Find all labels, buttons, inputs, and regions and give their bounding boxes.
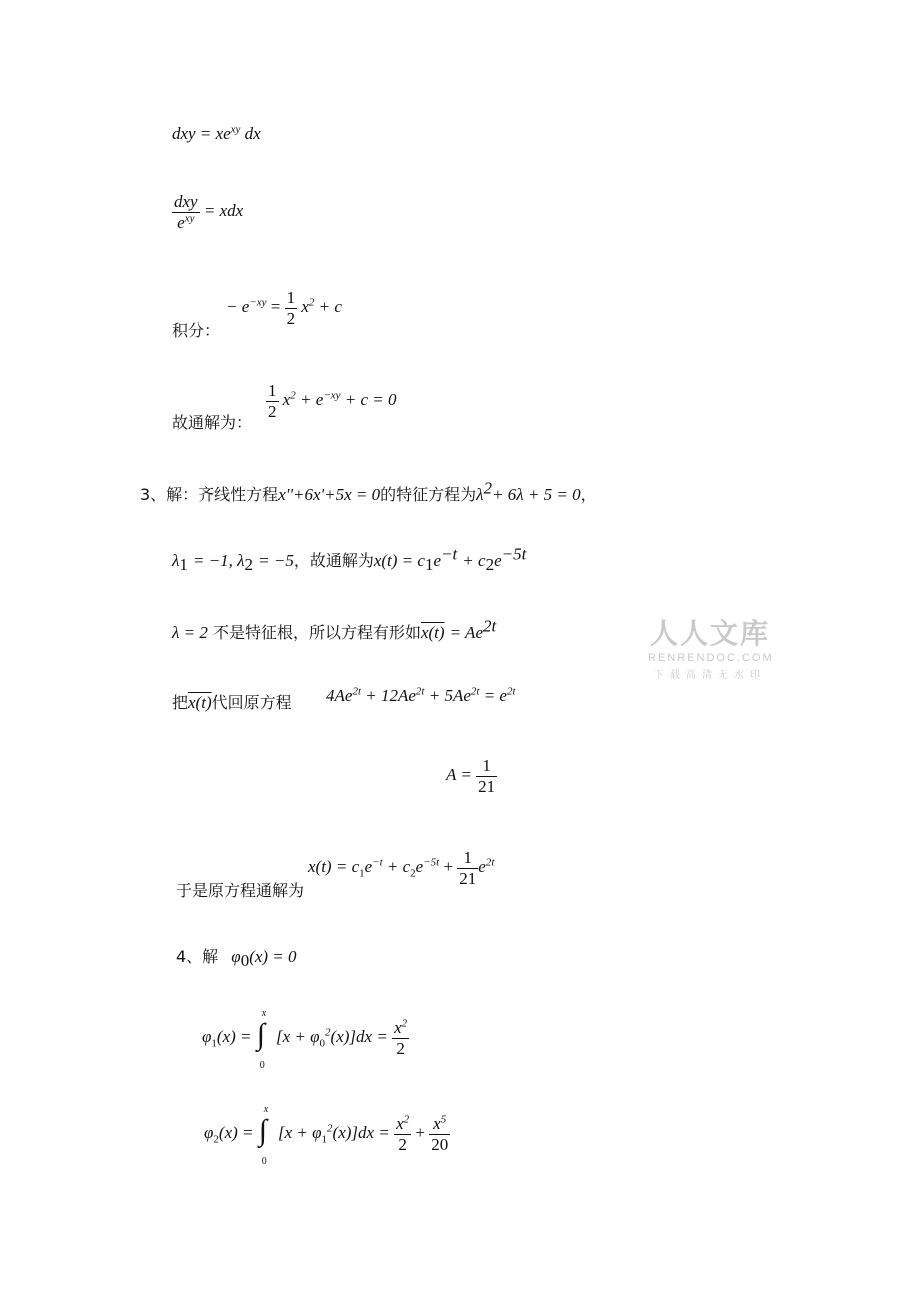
eq1-sup: xy xyxy=(230,123,241,136)
sub-term-c-sup: 2t xyxy=(470,685,480,698)
general-e: + e xyxy=(300,389,324,409)
phi-2-body-sub: 1 xyxy=(321,1133,328,1146)
phi-0-tail: (x) = 0 xyxy=(249,947,297,966)
integrate-lhs: − e xyxy=(226,296,250,316)
eq1-main: dxy = xe xyxy=(172,124,231,143)
final-solution-equation xyxy=(308,848,494,888)
integrate-tail: + c xyxy=(318,296,342,316)
roots-line xyxy=(172,544,527,575)
substitute-xt: x(t) xyxy=(188,693,212,712)
particular-rhs: = Ae xyxy=(449,623,483,642)
a-lhs: A = xyxy=(446,764,472,784)
final-e1-sup: −t xyxy=(372,856,383,869)
general-e-sup: −xy xyxy=(323,389,341,402)
phi-2-frac-1-den: 2 xyxy=(394,1134,411,1155)
final-c2-sub: 2 xyxy=(410,867,416,880)
substitute-prefix: 把 xyxy=(172,693,189,712)
lambda-2: λ = 2 xyxy=(172,623,208,642)
eq2-fraction xyxy=(172,192,200,232)
general-x: x xyxy=(282,389,291,409)
phi-2-frac-2-num-sup: 5 xyxy=(440,1113,447,1126)
phi-1-sub: 1 xyxy=(211,1037,217,1050)
integrate-frac-num: 1 xyxy=(286,288,296,307)
integral-2-lower: 0 xyxy=(261,1156,267,1167)
equation-separated xyxy=(172,192,243,232)
phi-2-arg: (x) = xyxy=(218,1122,254,1142)
phi-2-fraction-1 xyxy=(394,1114,411,1154)
root-sub-2: 2 xyxy=(244,555,254,575)
final-e1: e xyxy=(364,856,373,876)
general-tail: + c = 0 xyxy=(344,389,397,409)
roots-mid: = −1, λ xyxy=(192,551,245,570)
phi-2-fraction-2 xyxy=(429,1114,450,1154)
eq2-numerator: dxy xyxy=(174,192,198,211)
substitute-line xyxy=(172,690,292,713)
general-solution-equation xyxy=(266,381,397,421)
sub-term-a: 4Ae xyxy=(326,686,353,705)
lambda-2-line xyxy=(172,616,497,643)
phi-2-frac-1-num-sup: 2 xyxy=(403,1113,410,1126)
integral-1-upper: x xyxy=(261,1008,267,1019)
sub-term-b: + 12Ae xyxy=(365,686,416,705)
problem-3-char-tail: + 6λ + 5 = 0 xyxy=(492,485,581,504)
a-fraction xyxy=(476,756,497,796)
integrate-frac-den: 2 xyxy=(286,308,296,328)
final-e2: e xyxy=(415,856,424,876)
phi-1-frac-num: x xyxy=(394,1017,402,1037)
phi-1-body-a: [x + φ xyxy=(276,1026,320,1046)
final-c1-sub: 1 xyxy=(359,867,365,880)
integral-2-upper: x xyxy=(263,1104,269,1115)
problem-3-lambda: λ xyxy=(476,485,484,504)
integral-1-lower: 0 xyxy=(259,1060,265,1071)
phi-2-body-sup: 2 xyxy=(327,1122,333,1135)
phi-2: φ xyxy=(204,1122,214,1142)
solution-e1: e xyxy=(433,551,441,570)
general-solution-label: 故通解为： xyxy=(172,413,253,432)
phi-1-arg: (x) = xyxy=(216,1026,252,1046)
phi-2-body-a: [x + φ xyxy=(278,1122,322,1142)
solution-e1-sup: −t xyxy=(441,544,458,564)
phi-2-plus: + xyxy=(415,1122,425,1142)
integrate-fraction xyxy=(285,288,298,328)
phi-1-equation xyxy=(202,1008,409,1071)
solution-plus: + c xyxy=(462,551,486,570)
integral-sign-1: ∫ x 0 xyxy=(256,1008,267,1071)
final-e2-sup: −5t xyxy=(423,856,440,869)
final-fraction xyxy=(457,848,478,888)
problem-3-lambda-sup: 2 xyxy=(483,478,493,498)
phi-2-equation xyxy=(204,1104,450,1167)
integrate-x-sup: 2 xyxy=(308,296,315,309)
general-frac-den: 2 xyxy=(268,401,277,421)
root-sub-1: 1 xyxy=(179,555,188,575)
phi-1-fraction xyxy=(392,1018,409,1058)
roots-text: ，故通解为 xyxy=(293,551,374,570)
sub-term-d: = e xyxy=(483,686,507,705)
integral-sign-2: ∫ x 0 xyxy=(258,1104,269,1167)
solution-c1-sub: 1 xyxy=(424,555,434,575)
solution-e2: e xyxy=(494,551,502,570)
phi-1: φ xyxy=(202,1026,212,1046)
integrate-equation xyxy=(226,288,342,328)
integrate-equals: = xyxy=(270,296,281,316)
phi-2-body-b: (x)]dx = xyxy=(332,1122,390,1142)
phi-2-sub: 2 xyxy=(213,1133,219,1146)
problem-4-line xyxy=(176,944,297,971)
problem-3-prefix: 3、解：齐线性方程 xyxy=(140,485,279,504)
final-solution-label: 于是原方程通解为 xyxy=(176,881,305,900)
phi-2-frac-2-num: x xyxy=(433,1113,441,1133)
a-num: 1 xyxy=(482,756,491,775)
problem-3-comma: ， xyxy=(580,485,597,504)
sub-term-c: + 5Ae xyxy=(428,686,471,705)
phi-1-body-sub: 0 xyxy=(319,1037,326,1050)
eq2-den-base: e xyxy=(177,212,185,232)
solution-e2-sup: −5t xyxy=(501,544,527,564)
phi-1-body-sup: 2 xyxy=(325,1026,331,1039)
particular-sup: 2t xyxy=(483,616,497,636)
solution-lhs: x(t) = c xyxy=(373,551,425,570)
phi-1-frac-den: 2 xyxy=(392,1038,409,1059)
watermark-title: 人人文库 xyxy=(649,617,770,650)
roots-tail: = −5 xyxy=(258,551,294,570)
phi-2-frac-1-num: x xyxy=(396,1113,404,1133)
problem-3-line xyxy=(140,478,597,505)
integrate-lhs-sup: −xy xyxy=(249,296,267,309)
watermark-tagline: 下载高清无水印 xyxy=(654,670,766,681)
watermark-domain: RENRENDOC.COM xyxy=(648,652,774,664)
final-e3: e xyxy=(478,856,486,876)
a-value-equation xyxy=(446,756,497,796)
lambda-2-text: 不是特征根，所以方程有形如 xyxy=(212,623,421,642)
phi-2-frac-2-den: 20 xyxy=(431,1134,449,1154)
integrate-x: x xyxy=(301,296,309,316)
substitute-text: 代回原方程 xyxy=(211,693,292,712)
watermark xyxy=(648,617,774,681)
final-lhs: x(t) = c xyxy=(308,856,360,876)
general-fraction xyxy=(266,381,279,421)
root-lambda-1: λ xyxy=(172,551,180,570)
final-e3-sup: 2t xyxy=(485,856,495,869)
eq2-denominator xyxy=(172,212,200,233)
phi-0-sub: 0 xyxy=(240,951,250,971)
eq2-rhs: = xdx xyxy=(203,200,244,220)
a-den: 21 xyxy=(478,776,496,796)
final-plus: + c xyxy=(386,856,411,876)
general-frac-num: 1 xyxy=(268,381,277,400)
eq2-den-sup: xy xyxy=(184,211,195,224)
sub-term-d-sup: 2t xyxy=(506,685,516,698)
substitute-equation xyxy=(326,686,516,706)
final-frac-num: 1 xyxy=(463,848,473,867)
integrate-label: 积分： xyxy=(172,321,221,340)
eq1-tail: dx xyxy=(244,124,261,143)
phi-1-body-b: (x)]dx = xyxy=(330,1026,388,1046)
phi-0: φ xyxy=(231,947,241,966)
problem-3-ode: x''+6x'+5x = 0 xyxy=(278,485,381,504)
sub-term-b-sup: 2t xyxy=(415,685,425,698)
final-plus-2: + xyxy=(443,856,454,876)
equation-dxy xyxy=(172,124,261,144)
solution-c2-sub: 2 xyxy=(485,555,495,575)
sub-term-a-sup: 2t xyxy=(352,685,361,698)
final-frac-den: 21 xyxy=(459,868,477,888)
problem-4-prefix: 4、解 xyxy=(176,947,219,966)
general-x-sup: 2 xyxy=(290,389,296,402)
problem-3-mid: 的特征方程为 xyxy=(380,485,477,504)
particular-xt: x(t) xyxy=(420,623,445,642)
phi-1-frac-num-sup: 2 xyxy=(401,1017,408,1030)
